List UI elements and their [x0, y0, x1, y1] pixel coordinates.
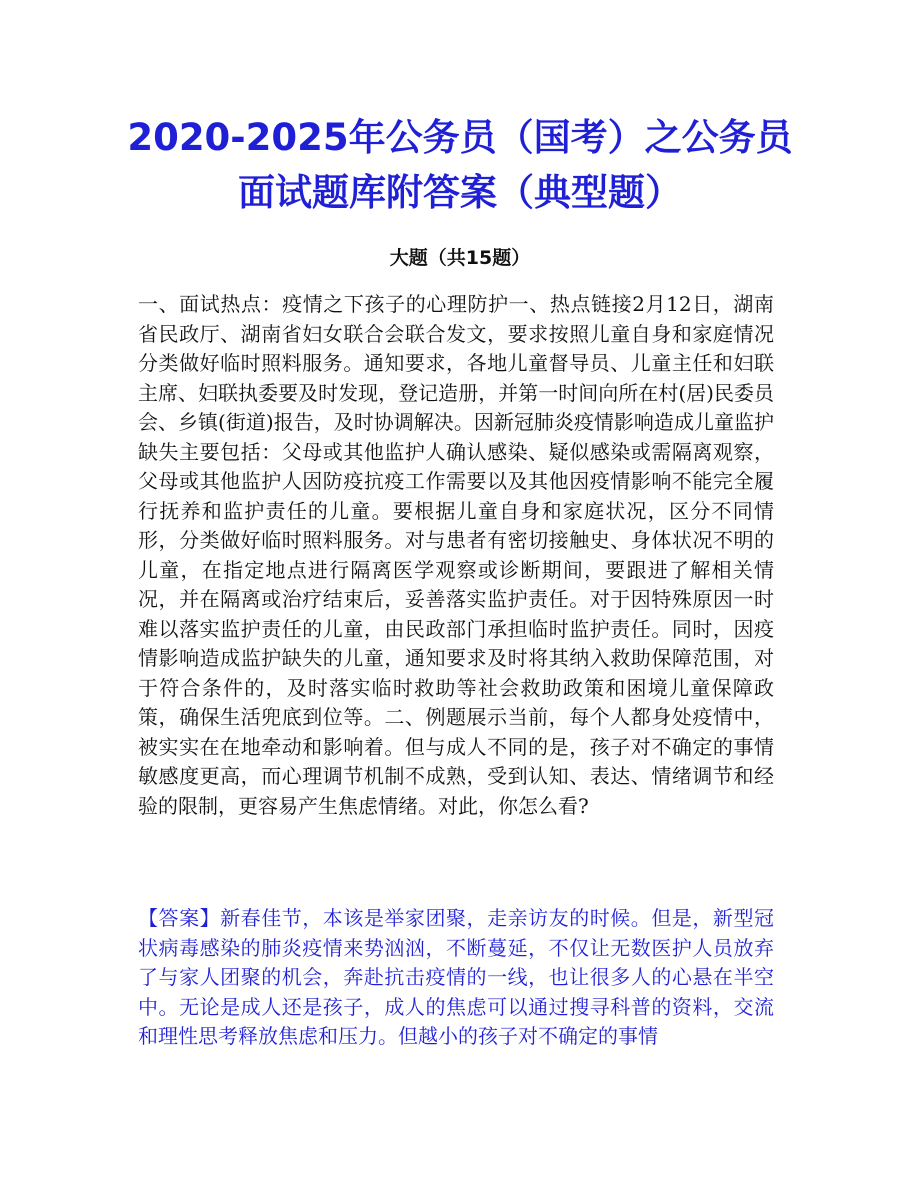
- document-title: 2020-2025年公务员（国考）之公务员面试题库附答案（典型题）: [127, 116, 793, 214]
- answer-text: 【答案】新春佳节，本该是举家团聚，走亲访友的时候。但是，新型冠状病毒感染的肺炎疫情来势汹汹，不断蔓延，不仅让无数医护人员放弃了与家人团聚的机会，奔赴抗击疫情的一线，也让很多人的心悬在半空中。无论是成人还是孩子，成人的焦虑可以通过搜寻科普的资料，交流和理性思考释放焦虑和压力。但越小的孩子对不确定的事情: [138, 906, 774, 1048]
- question-text: 一、面试热点：疫情之下孩子的心理防护一、热点链接2月12日，湖南省民政厅、湖南省妇女联合会联合发文，要求按照儿童自身和家庭情况分类做好临时照料服务。通知要求，各地儿童督导员、儿童主任和妇联主席、妇联执委要及时发现，登记造册，并第一时间向所在村(居)民委员会、乡镇(街道)报告，及时协调解决。因新冠肺炎疫情影响造成儿童监护缺失主要包括：父母或其他监护人确认感染、疑似感染或需隔离观察，父母或其他监护人因防疫抗疫工作需要以及其他因疫情影响不能完全履行抚养和监护责任的儿童。要根据儿童自身和家庭状况，区分不同情形，分类做好临时照料服务。对与患者有密切接触史、身体状况不明的儿童，在指定地点进行隔离医学观察或诊断期间，要跟进了解相关情况，并在隔离或治疗结束后，妥善落实监护责任。对于因特殊原因一时难以落实监护责任的儿童，由民政部门承担临时监护责任。同时，因疫情影响造成监护缺失的儿童，通知要求及时将其纳入救助保障范围，对于符合条件的，及时落实临时救助等社会救助政策和困境儿童保障政策，确保生活兜底到位等。二、例题展示当前，每个人都身处疫情中，被实实在在地牵动和影响着。但与成人不同的是，孩子对不确定的事情敏感度更高，而心理调节机制不成熟，受到认知、表达、情绪调节和经验的限制，更容易产生焦虑情绪。对此，你怎么看?: [138, 292, 774, 818]
- section-heading: 大题（共15题）: [389, 247, 531, 269]
